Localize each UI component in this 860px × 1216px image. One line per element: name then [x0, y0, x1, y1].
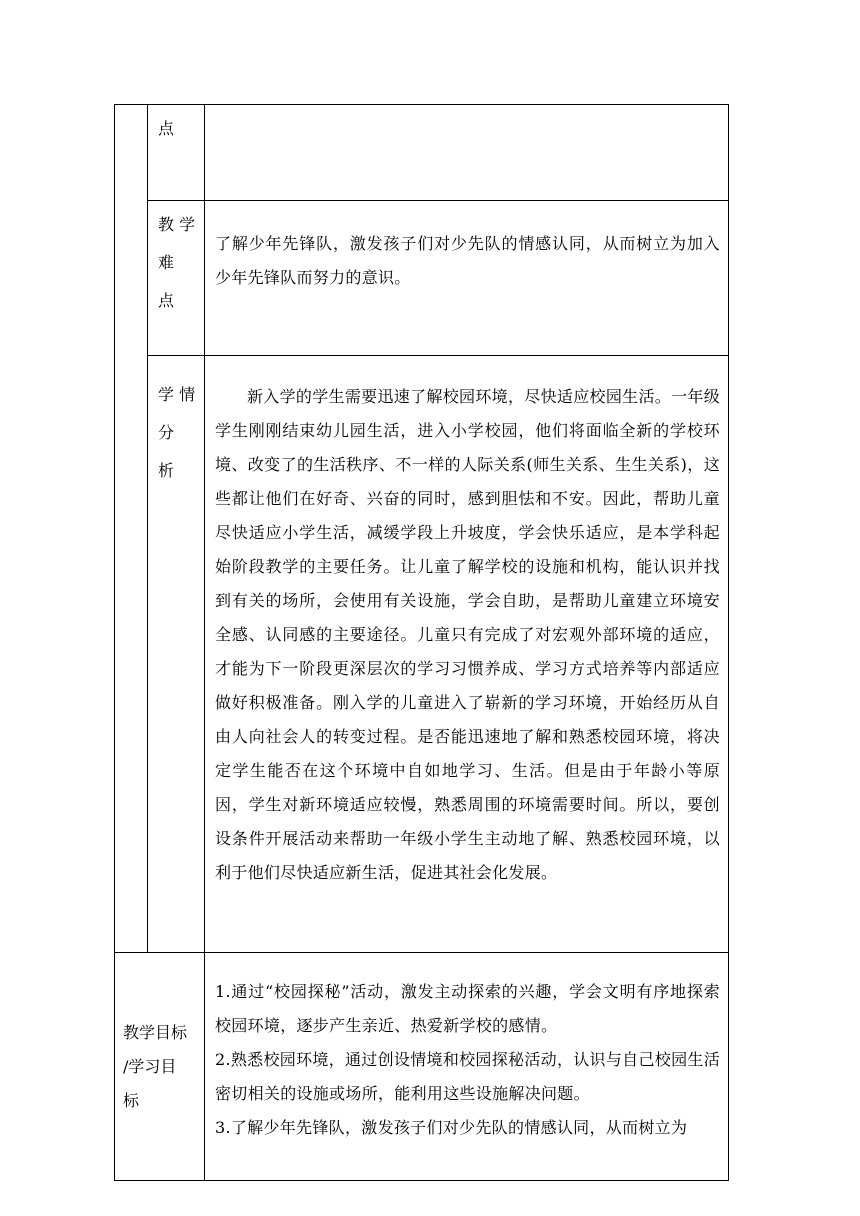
goals-label: 教学目标 /学习目 标 — [123, 1022, 188, 1110]
goal-item-2: 2.熟悉校园环境，通过创设情境和校园探秘活动，认识与自己校园生活密切相关的设施或场所，能利用这些设施解决问题。 — [215, 1050, 720, 1103]
analysis-content: 新入学的学生需要迅速了解校园环境，尽快适应校园生活。一年级学生刚刚结束幼儿园生活，进入小学校园，他们将面临全新的学校环境、改变了的生活秩序、不一样的人际关系(师生关系、生生关系)，这些都让他们在好奇、兴奋的同时，感到胆怯和不安。因此，帮助儿童尽快适应小学生活，减缓学段上升坡度，学会快乐适应，是本学科起始阶段教学的主要任务。让儿童了解学校的设施和机构，能认识并找到有关的场所，会使用有关设施，学会自助，是帮助儿童建立环境安全感、认同感的主要途径。儿童只有完成了对宏观外部环境的适应，才能为下一阶段更深层次的学习习惯养成、学习方式培养等内部适应做好积极准备。刚入学的儿童进入了崭新的学习环境，开始经历从自由人向社会人的转变过程。是否能迅速地了解和熟悉校园环境，将决定学生能否在这个环境中自如地学习、生活。但是由于年龄小等原因，学生对新环境适应较慢，熟悉周围的环境需要时间。所以，要创设条件开展活动来帮助一年级小学生主动地了解、熟悉校园环境，以利于他们尽快适应新生活，促进其社会化发展。 — [215, 387, 720, 882]
goals-label-cell — [115, 953, 205, 1181]
analysis-content-cell — [205, 356, 729, 953]
focus-content-cell — [205, 105, 729, 201]
table-row — [115, 953, 729, 1181]
lesson-plan-table — [114, 104, 729, 1181]
focus-label: 点 — [158, 119, 175, 138]
goal-item-3: 3.了解少年先锋队，激发孩子们对少先队的情感认同，从而树立为 — [215, 1118, 688, 1137]
outer-merged-cell — [115, 105, 148, 953]
difficulty-label: 教 学 难 点 — [158, 215, 196, 310]
difficulty-content-cell — [205, 201, 729, 356]
table-row — [115, 356, 729, 953]
difficulty-content: 了解少年先锋队，激发孩子们对少先队的情感认同，从而树立为加入少年先锋队而努力的意识。 — [215, 234, 720, 287]
table-row — [115, 105, 729, 201]
analysis-label: 学 情 分 析 — [158, 385, 196, 480]
row-label-cell — [148, 105, 205, 201]
row-label-cell — [148, 201, 205, 356]
table-row — [115, 201, 729, 356]
goal-item-1: 1.通过“校园探秘”活动，激发主动探索的兴趣，学会文明有序地探索校园环境，逐步产生亲近、热爱新学校的感情。 — [215, 982, 720, 1035]
row-label-cell — [148, 356, 205, 953]
goals-content-cell — [205, 953, 729, 1181]
